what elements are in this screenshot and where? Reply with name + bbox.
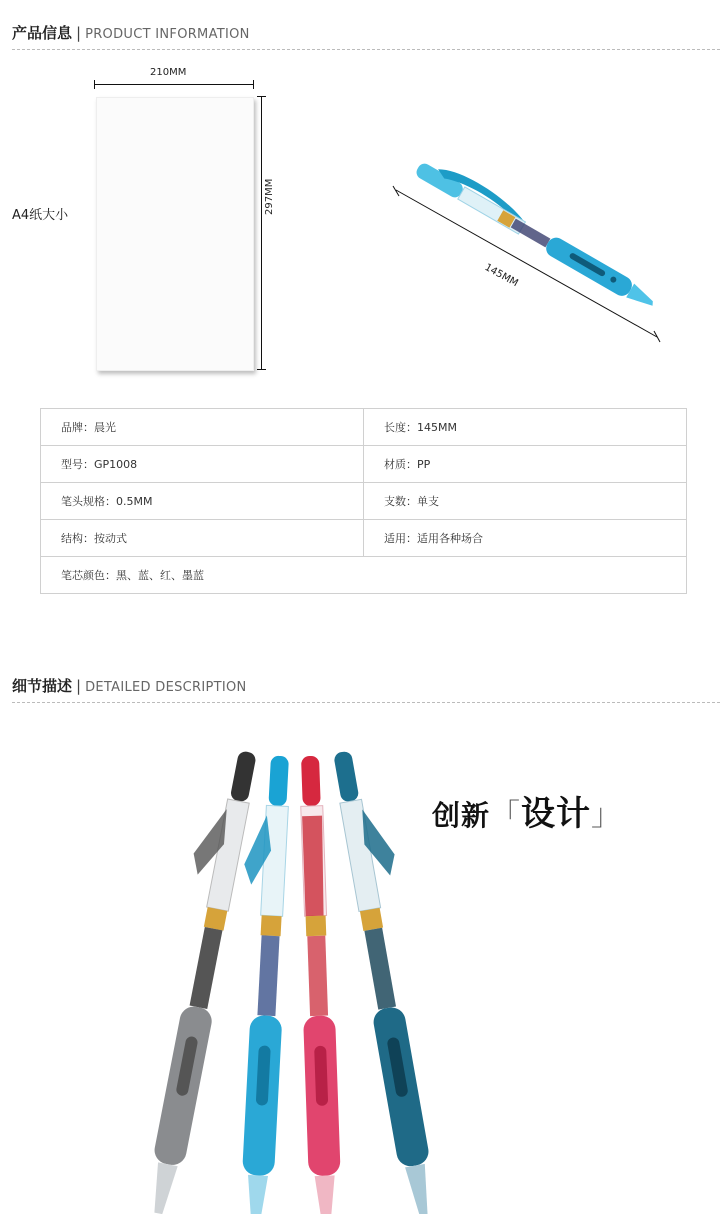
pen-length-dimension-line: [393, 186, 660, 342]
section-title-en: PRODUCT INFORMATION: [85, 27, 250, 42]
a4-width-label: 210MM: [150, 67, 187, 78]
section-title-zh: 细节描述: [12, 677, 73, 695]
spec-material: 材质：PP: [364, 446, 687, 483]
section-title-en: DETAILED DESCRIPTION: [85, 680, 247, 695]
a4-size-label: A4纸大小: [12, 208, 69, 223]
spec-ink-colors: 笔芯颜色：黑、蓝、红、墨蓝: [41, 557, 687, 594]
pen-gray: [125, 746, 264, 1214]
table-row: [41, 520, 687, 557]
headline-close-bracket: 」: [591, 798, 623, 833]
section-divider: [12, 702, 720, 703]
pen-length-label: 145MM: [482, 262, 520, 290]
spec-quantity: 支数：单支: [364, 483, 687, 520]
table-row: [41, 409, 687, 446]
pen-red: [294, 755, 342, 1214]
section-header-detail: [12, 675, 720, 699]
spec-structure: 结构：按动式: [41, 520, 364, 557]
section-separator: |: [76, 677, 82, 695]
section-separator: |: [76, 24, 82, 42]
spec-usage: 适用：适用各种场合: [364, 520, 687, 557]
single-pen-image: [413, 153, 662, 312]
spec-brand: 品牌：晨光: [41, 409, 364, 446]
table-row: [41, 557, 687, 594]
table-row: [41, 483, 687, 520]
headline-open-bracket: 「: [490, 798, 522, 833]
spec-table: [40, 408, 687, 594]
section-title-zh: 产品信息: [12, 24, 73, 42]
spec-tip-size: 笔头规格：0.5MM: [41, 483, 364, 520]
headline-part1: 创新: [432, 799, 491, 832]
headline-part2: 设计: [521, 794, 592, 834]
pen-illustration: [0, 0, 728, 420]
headline-innovative-design: [432, 786, 622, 835]
spec-model: 型号：GP1008: [41, 446, 364, 483]
table-row: [41, 446, 687, 483]
a4-height-label: 297MM: [264, 178, 275, 215]
spec-length: 长度：145MM: [364, 409, 687, 446]
